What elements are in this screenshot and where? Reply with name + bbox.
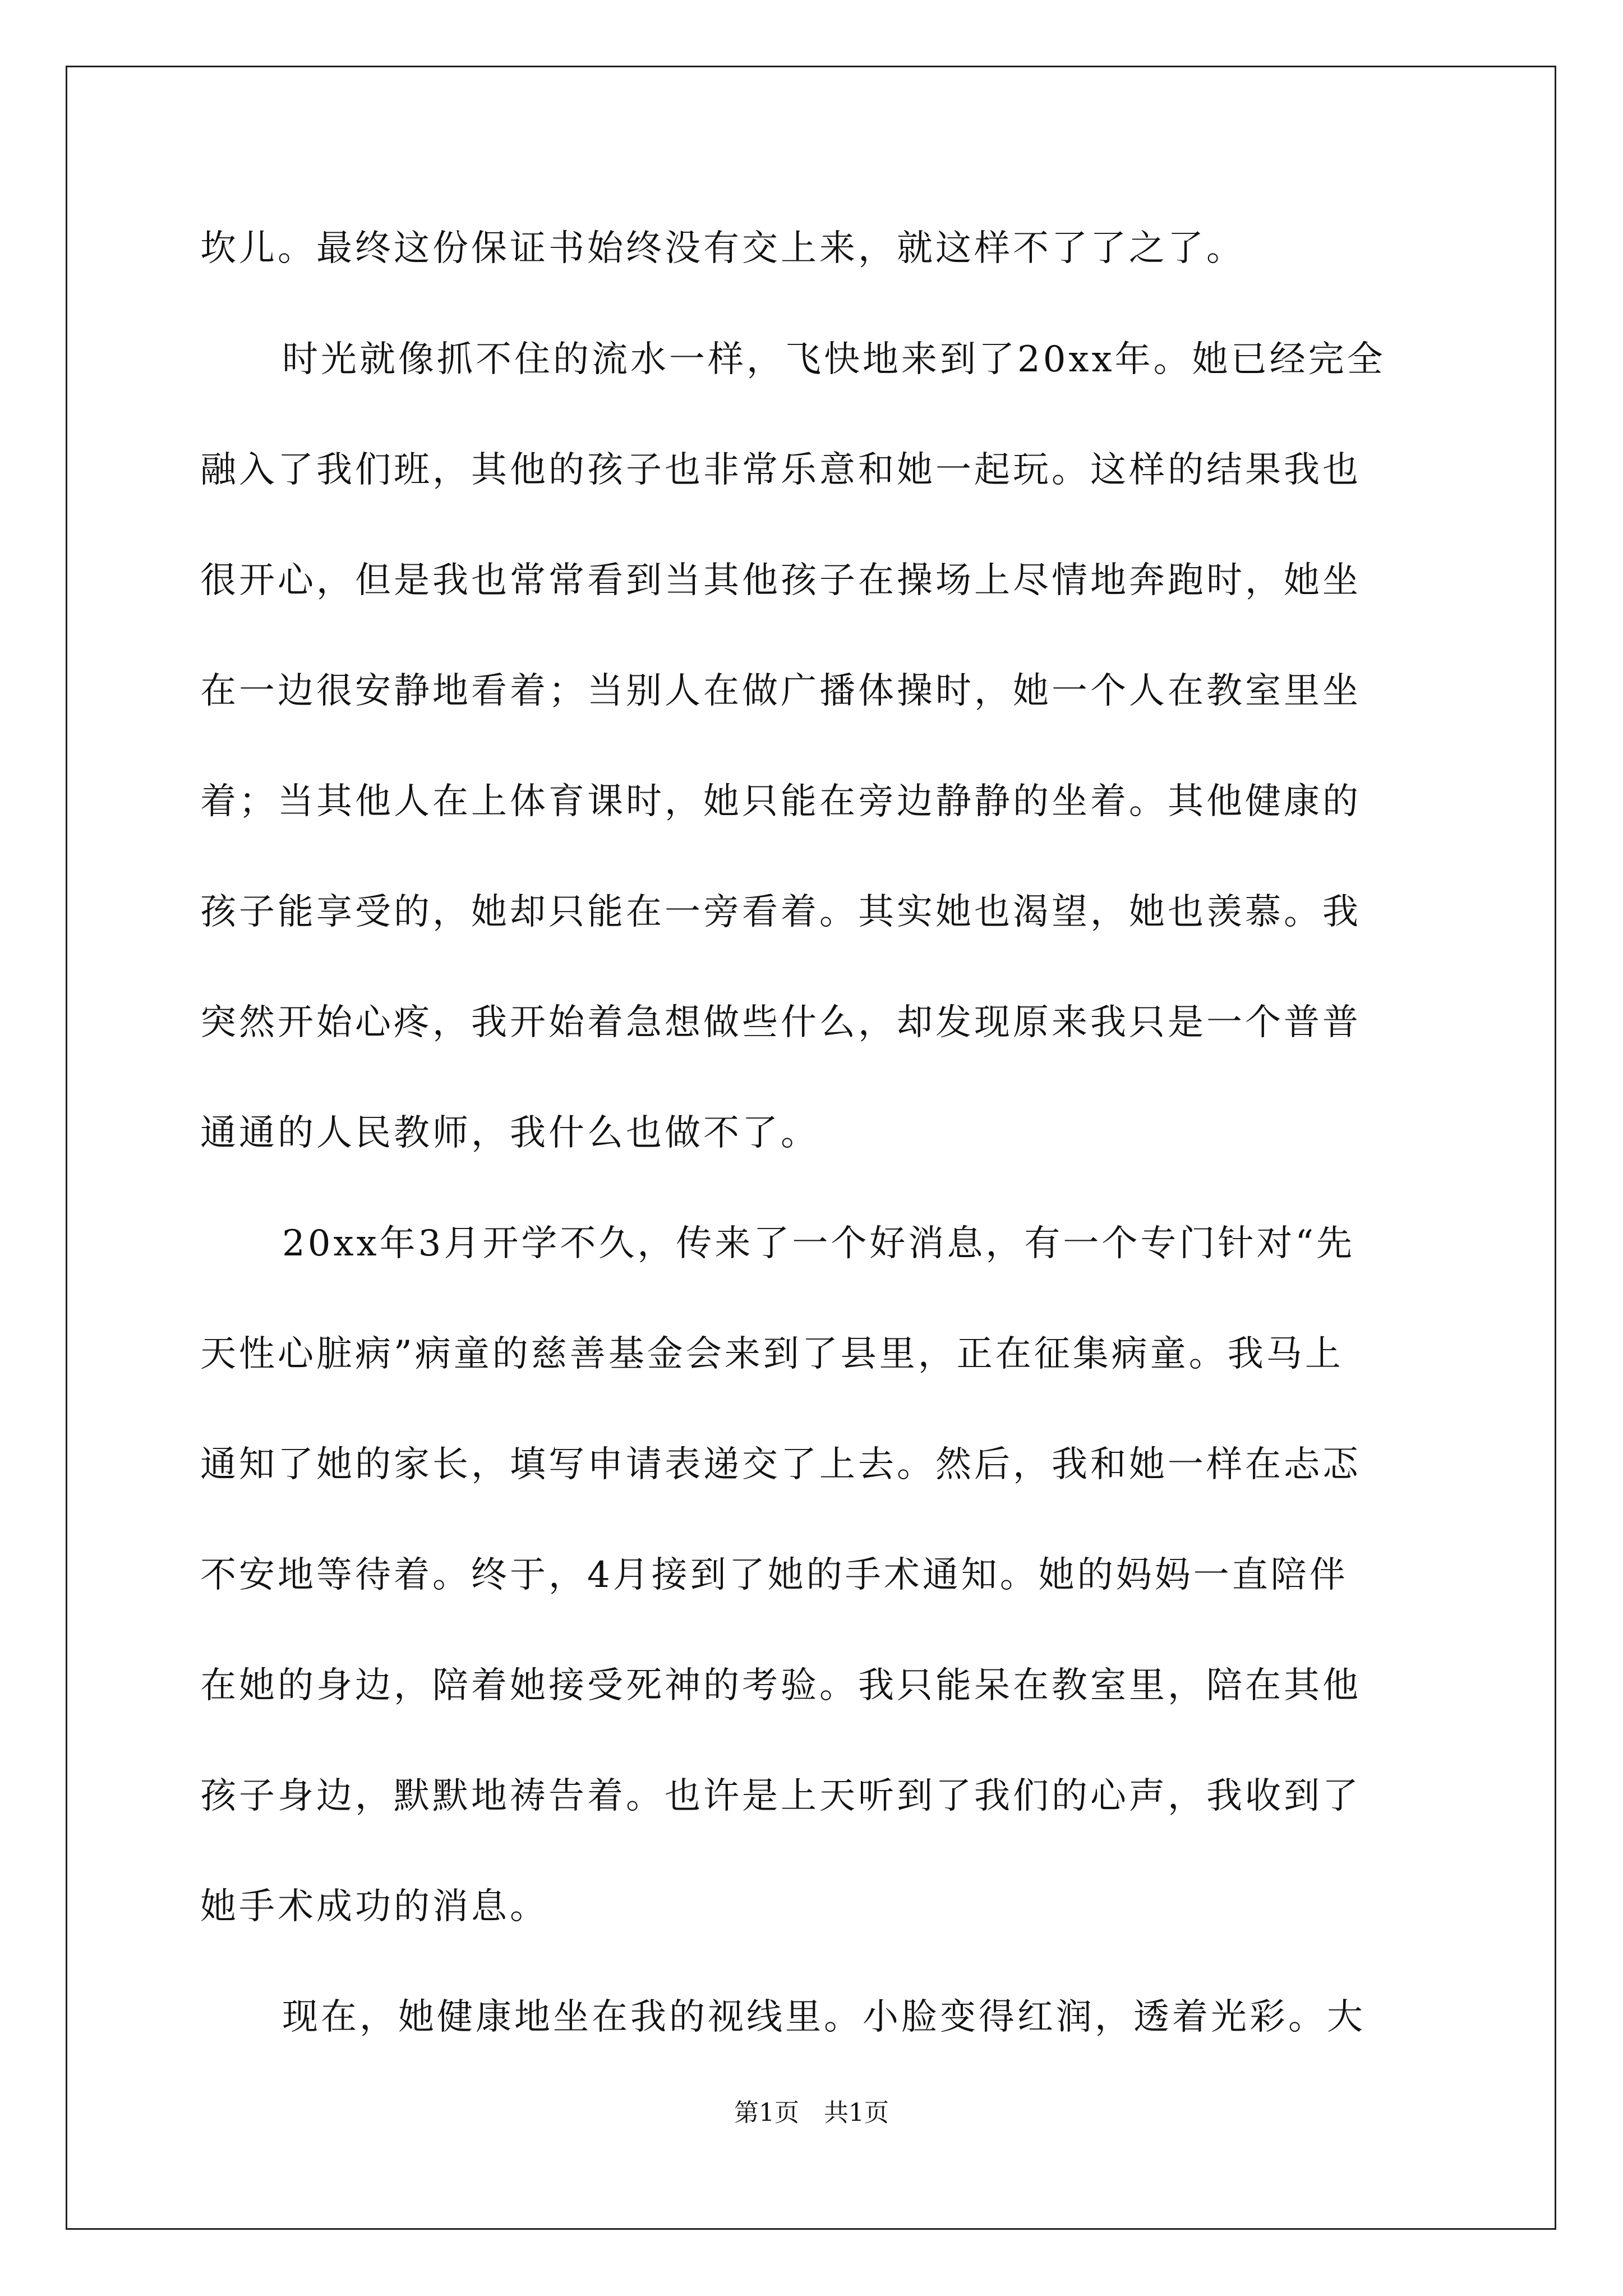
paragraph-first-line: 20xx年3月开学不久，传来了一个好消息，有一个专门针对“先 bbox=[282, 1223, 1355, 1264]
text-line: 通通的人民教师，我什么也做不了。 bbox=[200, 1112, 819, 1154]
paragraph-first-line: 时光就像抓不住的流水一样，飞快地来到了20xx年。她已经完全 bbox=[282, 339, 1386, 380]
text-line: 坎儿。最终这份保证书始终没有交上来，就这样不了了之了。 bbox=[200, 228, 1245, 269]
text-line: 着；当其他人在上体育课时，她只能在旁边静静的坐着。其他健康的 bbox=[200, 781, 1361, 822]
text-line: 孩子身边，默默地祷告着。也许是上天听到了我们的心声，我收到了 bbox=[200, 1775, 1361, 1817]
text-line: 突然开始心疼，我开始着急想做些什么，却发现原来我只是一个普普 bbox=[200, 1002, 1361, 1043]
text-line: 在她的身边，陪着她接受死神的考验。我只能呆在教室里，陪在其他 bbox=[200, 1665, 1361, 1706]
text-line: 通知了她的家长，填写申请表递交了上去。然后，我和她一样在忐忑 bbox=[200, 1444, 1361, 1485]
text-line: 很开心，但是我也常常看到当其他孩子在操场上尽情地奔跑时，她坐 bbox=[200, 560, 1361, 601]
text-line: 融入了我们班，其他的孩子也非常乐意和她一起玩。这样的结果我也 bbox=[200, 449, 1361, 491]
text-line: 天性心脏病”病童的慈善基金会来到了县里，正在征集病童。我马上 bbox=[200, 1333, 1344, 1375]
paragraph-first-line: 现在，她健康地坐在我的视线里。小脸变得红润，透着光彩。大 bbox=[282, 1996, 1366, 2038]
text-line: 孩子能享受的，她却只能在一旁看着。其实她也渴望，她也羡慕。我 bbox=[200, 891, 1361, 933]
text-line: 她手术成功的消息。 bbox=[200, 1886, 548, 1927]
page-number-footer: 第1页 共1页 bbox=[734, 2099, 889, 2127]
text-line: 不安地等待着。终于，4月接到了她的手术通知。她的妈妈一直陪伴 bbox=[200, 1554, 1348, 1596]
text-line: 在一边很安静地看着；当别人在做广播体操时，她一个人在教室里坐 bbox=[200, 670, 1361, 712]
